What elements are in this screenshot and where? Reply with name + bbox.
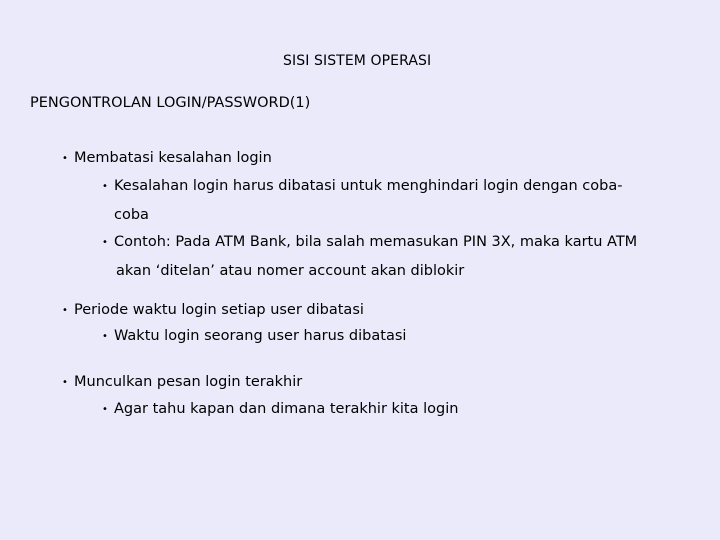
bullet-icon: • xyxy=(102,331,108,342)
bullet-icon: • xyxy=(62,377,68,388)
slide-title: SISI SISTEM OPERASI xyxy=(283,53,432,69)
sub-list-item-text: Contoh: Pada ATM Bank, bila salah memasukan PIN 3X, maka kartu ATM xyxy=(114,234,638,250)
sub-list-item xyxy=(102,228,637,285)
sub-list-item-continuation: coba xyxy=(114,207,149,223)
list-item-text: Munculkan pesan login terakhir xyxy=(74,374,303,390)
bullet-icon: • xyxy=(62,305,68,316)
list-item xyxy=(62,296,364,325)
sub-list-item-text: Agar tahu kapan dan dimana terakhir kita login xyxy=(114,401,459,417)
list-item-text: Membatasi kesalahan login xyxy=(74,150,272,166)
bullet-icon: • xyxy=(102,237,108,248)
sub-list-item-text: Kesalahan login harus dibatasi untuk menghindari login dengan coba- xyxy=(114,178,623,194)
bullet-icon: • xyxy=(102,404,108,415)
bullet-icon: • xyxy=(62,153,68,164)
sub-list-item xyxy=(102,395,458,424)
bullet-icon: • xyxy=(102,181,108,192)
sub-list-item-continuation: akan ‘ditelan’ atau nomer account akan diblokir xyxy=(116,263,465,279)
sub-list-item xyxy=(102,172,622,229)
list-item xyxy=(62,368,302,397)
slide-subtitle: PENGONTROLAN LOGIN/PASSWORD(1) xyxy=(30,95,311,111)
list-item-text: Periode waktu login setiap user dibatasi xyxy=(74,302,364,318)
list-item xyxy=(62,144,272,173)
sub-list-item xyxy=(102,322,406,351)
sub-list-item-text: Waktu login seorang user harus dibatasi xyxy=(114,328,407,344)
